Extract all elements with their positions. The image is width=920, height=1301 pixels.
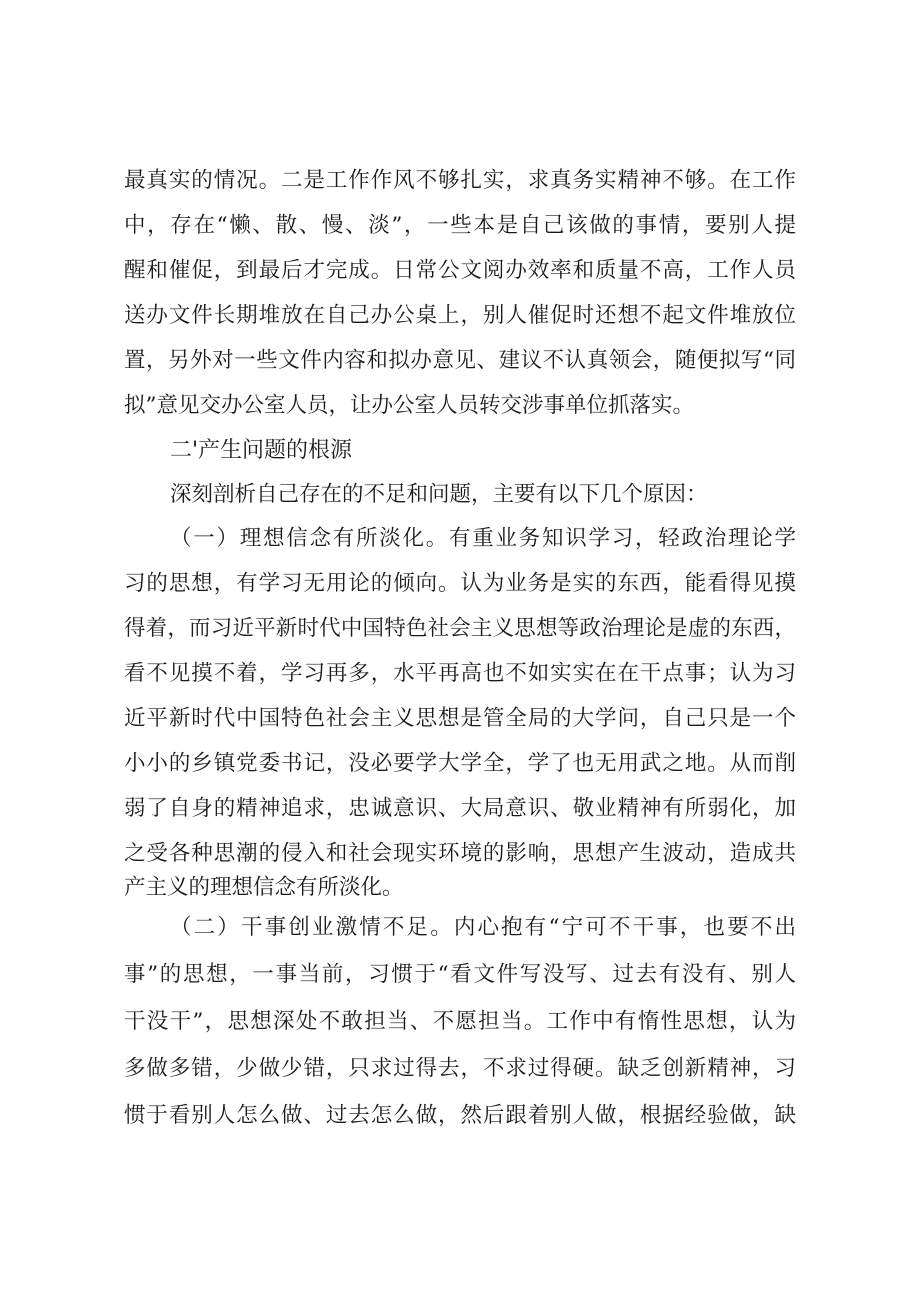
p2-line-4: 看不见摸不着，学习再多，水平再高也不如实实在在干点事；认为习 (124, 661, 796, 686)
p3-line-2: 事”的思想，一事当前，习惯于“看文件写没写、过去有没有、别人 (124, 962, 796, 987)
p2-line-3: 得着，而习近平新时代中国特色社会主义思想等政治理论是虚的东西， (124, 616, 796, 641)
intro-line: 深刻剖析自己存在的不足和问题，主要有以下几个原因： (170, 482, 708, 507)
p1-line-1: 最真实的情况。二是工作作风不够扎实，求真务实精神不够。在工作 (124, 168, 796, 193)
p2-line-1: （一）理想信念有所淡化。有重业务知识学习，轻政治理论学 (170, 526, 796, 551)
section-heading: 二'产生问题的根源 (170, 438, 353, 463)
p3-line-3: 干没干”，思想深处不敢担当、不愿担当。工作中有惰性思想，认为 (124, 1009, 796, 1034)
p1-line-5: 置，另外对一些文件内容和拟办意见、建议不认真领会，随便拟写“同 (124, 348, 796, 373)
p3-line-5: 惯于看别人怎么做、过去怎么做，然后跟着别人做，根据经验做，缺 (124, 1103, 796, 1128)
p1-line-4: 送办文件长期堆放在自己办公桌上，别人催促时还想不起文件堆放位 (124, 303, 796, 328)
p2-line-6: 小小的乡镇党委书记，没必要学大学全，学了也无用武之地。从而削 (124, 751, 796, 776)
p3-line-4: 多做多错，少做少错，只求过得去，不求过得硬。缺乏创新精神，习 (124, 1056, 796, 1081)
p1-line-2: 中，存在“懒、散、慢、淡”，一些本是自己该做的事情，要别人提 (124, 213, 796, 238)
p1-line-6: 拟”意见交办公室人员，让办公室人员转交涉事单位抓落实。 (124, 393, 694, 418)
p2-line-2: 习的思想，有学习无用论的倾向。认为业务是实的东西，能看得见摸 (124, 571, 796, 596)
p2-line-5: 近平新时代中国特色社会主义思想是管全局的大学问，自己只是一个 (124, 706, 796, 731)
p2-line-8: 之受各种思潮的侵入和社会现实环境的影响，思想产生波动，造成共 (124, 841, 796, 866)
p2-line-9: 产主义的理想信念有所淡化。 (124, 875, 404, 900)
p1-line-3: 醒和催促，到最后才完成。日常公文阅办效率和质量不高，工作人员 (124, 258, 796, 283)
p2-line-7: 弱了自身的精神追求，忠诚意识、大局意识、敬业精神有所弱化，加 (124, 796, 796, 821)
p3-line-1: （二）干事创业激情不足。内心抱有“宁可不干事，也要不出 (170, 915, 796, 940)
